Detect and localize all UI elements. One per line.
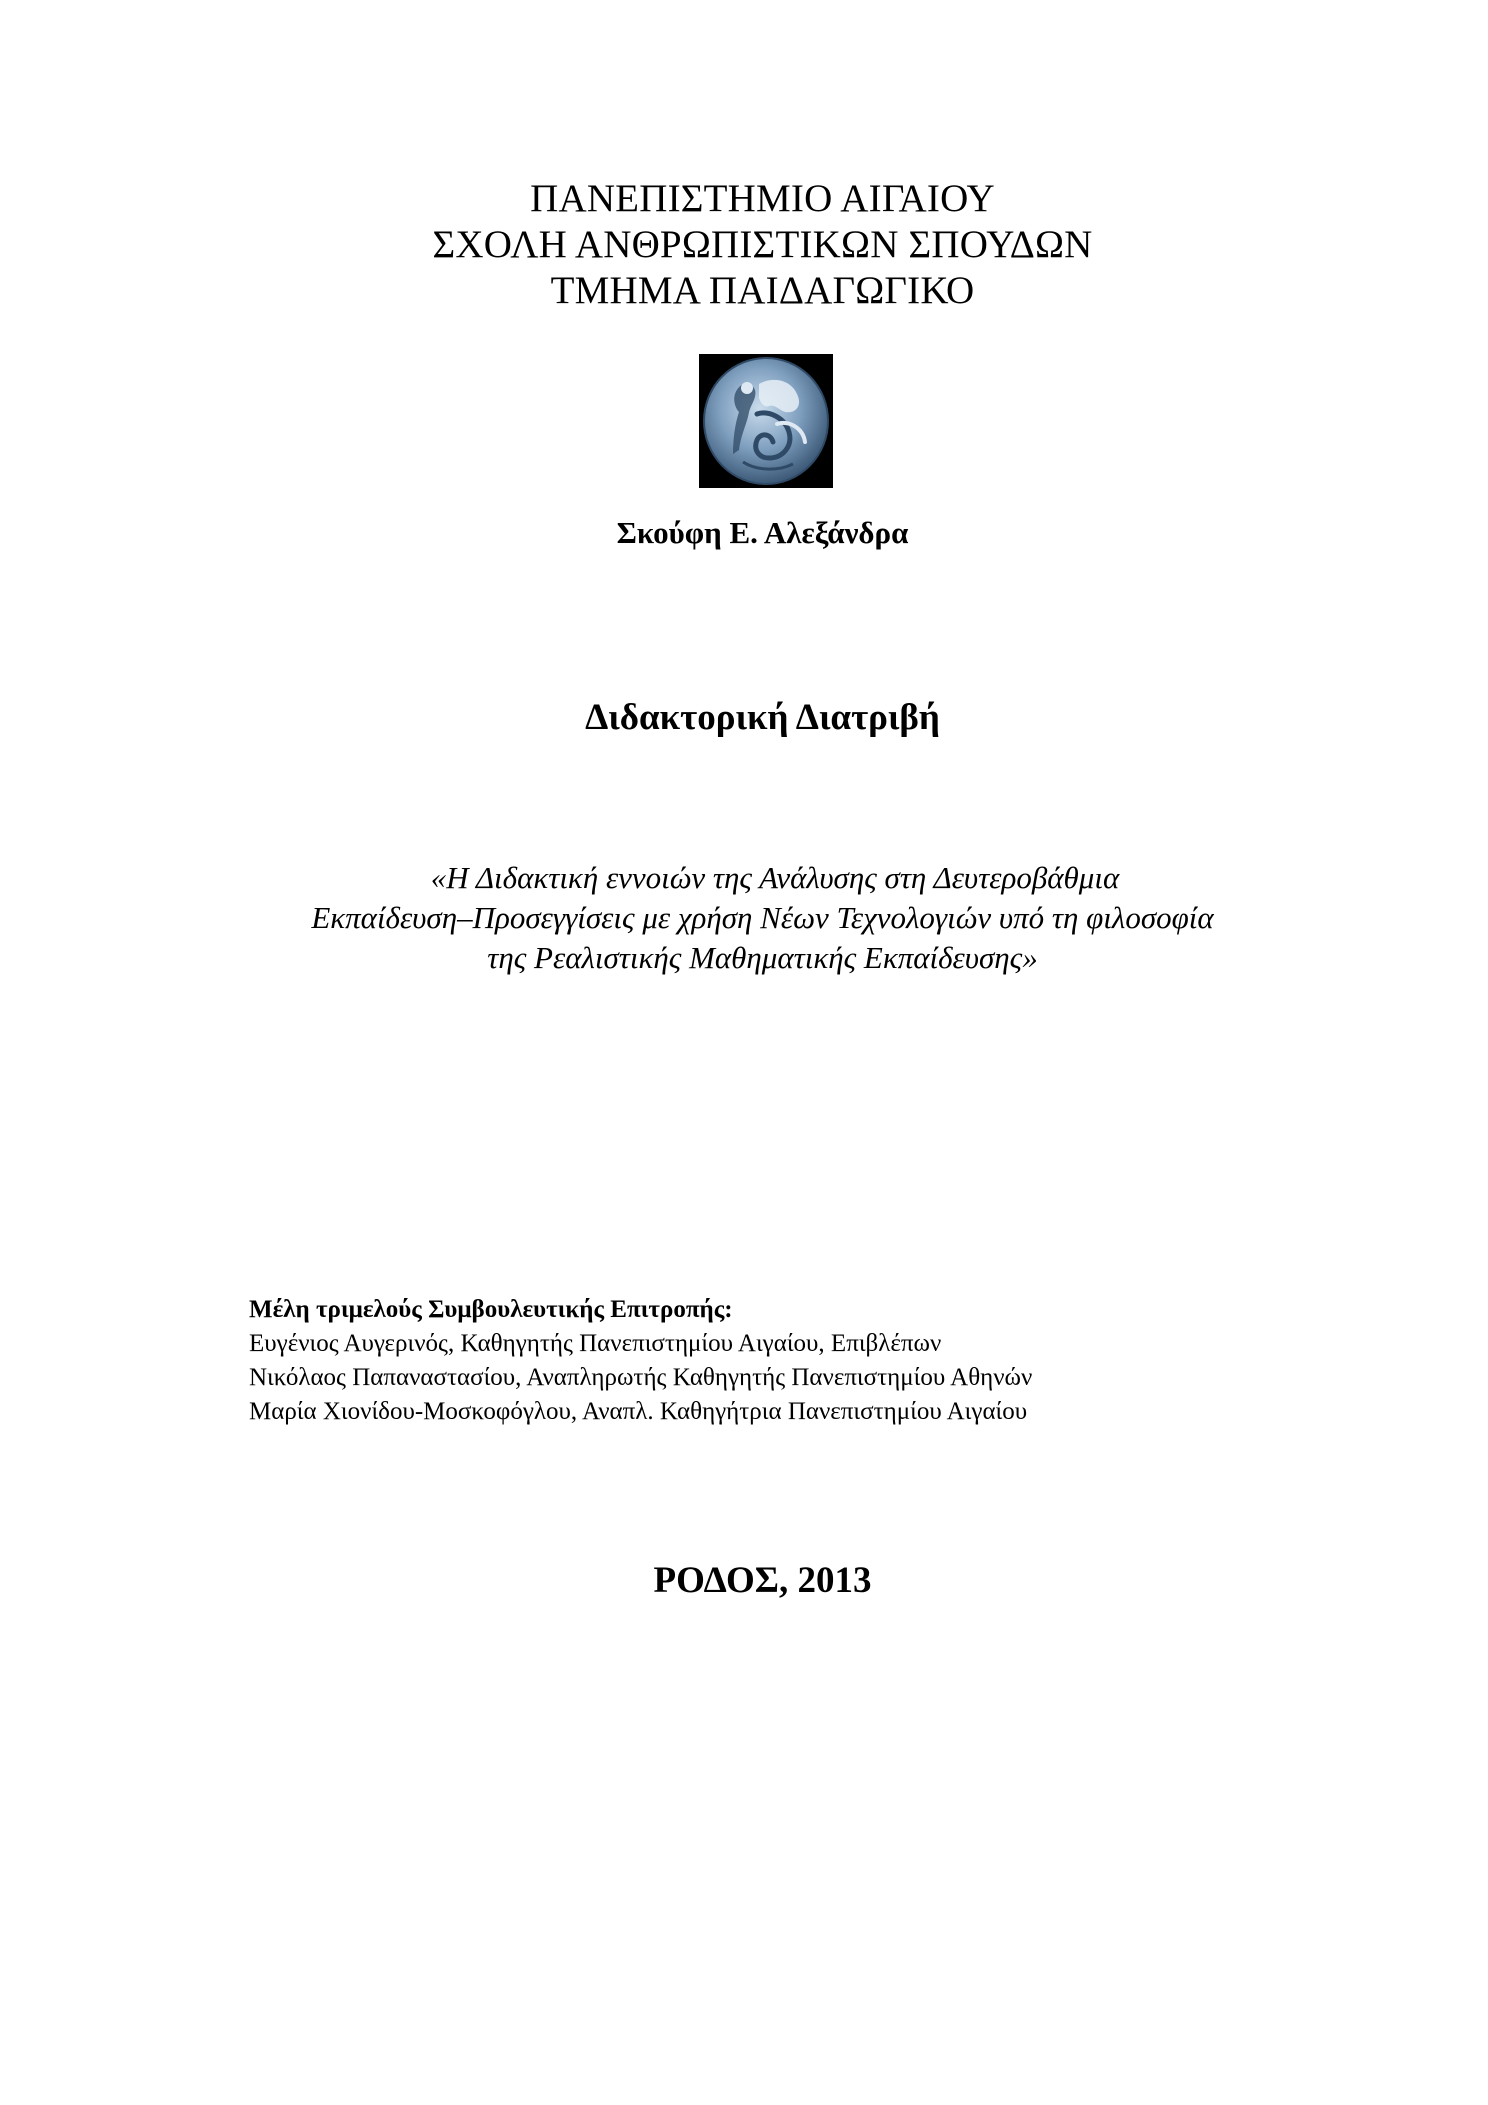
thesis-title-line: Εκπαίδευση–Προσεγγίσεις με χρήση Νέων Τεχνολογιών υπό τη φιλοσοφία xyxy=(311,900,1214,935)
thesis-title-line: της Ρεαλιστικής Μαθηματικής Εκπαίδευσης» xyxy=(487,940,1038,975)
committee-member: Ευγένιος Αυγερινός, Καθηγητής Πανεπιστημίου Αιγαίου, Επιβλέπων xyxy=(249,1330,942,1357)
committee-member: Μαρία Χιονίδου-Μοσκοφόγλου, Αναπλ. Καθηγήτρια Πανεπιστημίου Αιγαίου xyxy=(249,1398,1028,1425)
advisory-committee xyxy=(249,1293,1249,1429)
place-and-year: ΡΟΔΟΣ, 2013 xyxy=(653,1560,872,1601)
institution-header xyxy=(0,176,1488,314)
university-seal-icon xyxy=(699,354,833,488)
committee-member: Νικόλαος Παπαναστασίου, Αναπληρωτής Καθηγητής Πανεπιστημίου Αθηνών xyxy=(249,1364,1033,1391)
document-type: Διδακτορική Διατριβή xyxy=(585,697,940,738)
school-name: ΣΧΟΛΗ ΑΝΘΡΩΠΙΣΤΙΚΩΝ ΣΠΟΥΔΩΝ xyxy=(432,223,1093,266)
university-seal xyxy=(699,354,833,488)
thesis-title xyxy=(0,858,1488,978)
department-name: ΤΜΗΜΑ ΠΑΙΔΑΓΩΓΙΚΟ xyxy=(550,269,975,312)
committee-heading: Μέλη τριμελούς Συμβουλευτικής Επιτροπής: xyxy=(249,1296,733,1323)
author-name: Σκούφη Ε. Αλεξάνδρα xyxy=(616,515,909,550)
thesis-title-line: «Η Διδακτική εννοιών της Ανάλυσης στη Δευτεροβάθμια xyxy=(430,860,1120,895)
university-name: ΠΑΝΕΠΙΣΤΗΜΙΟ ΑΙΓΑΙΟΥ xyxy=(530,177,995,220)
